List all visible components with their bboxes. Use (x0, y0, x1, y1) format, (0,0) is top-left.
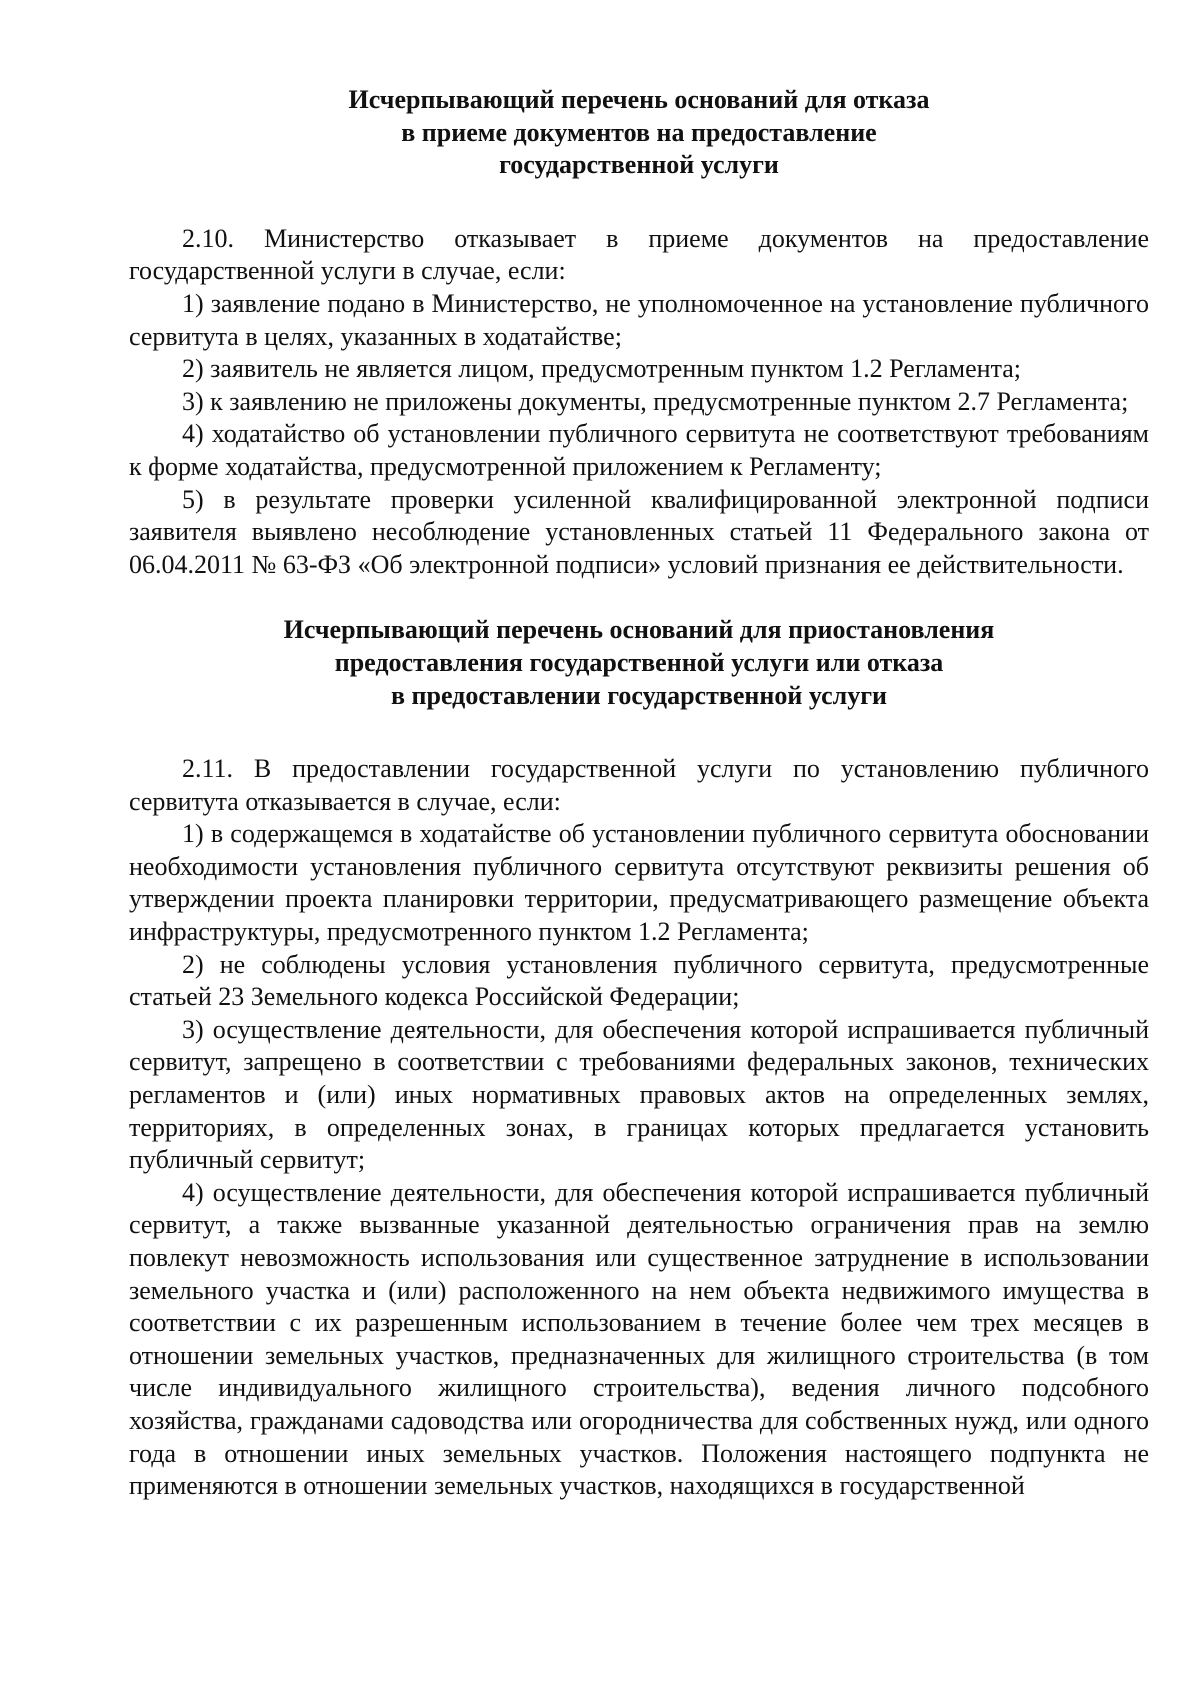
heading-line: в приеме документов на предоставление (401, 117, 877, 147)
document-page (129, 84, 1149, 1503)
list-item: 3) к заявлению не приложены документы, предусмотренные пунктом 2.7 Регламента; (182, 386, 1129, 416)
list-item: 3) осуществление деятельности, для обеспечения которой испрашивается публичный сервитут, запрещено в соответствии с требованиями федеральных законов, технических регламентов и (или) иных нормативных правовых актов на определенных землях, территориях, в определенных зонах, в границах которых предлагается установить публичный сервитут; (129, 1014, 1149, 1175)
list-item: 4) ходатайство об установлении публичного сервитута не соответствуют требованиям к форме ходатайства, предусмотренной приложением к Регламенту; (129, 419, 1149, 481)
heading-line: Исчерпывающий перечень оснований для отказа (348, 85, 930, 114)
list-item: 2) заявитель не является лицом, предусмотренным пунктом 1.2 Регламента; (182, 354, 1022, 384)
section-heading-refusal-acceptance (129, 84, 1149, 182)
section-heading-suspension-refusal (129, 614, 1149, 712)
list-item: 1) в содержащемся в ходатайстве об установлении публичного сервитута обосновании необходимости установления публичного сервитута отсутствуют реквизиты решения об утверждении проекта планировки территории, предусматривающего размещение объекта инфраструктуры, предусмотренного пунктом 1.2 Регламента; (129, 819, 1149, 947)
heading-line: Исчерпывающий перечень оснований для приостановления (283, 615, 995, 645)
list-item: 2) не соблюдены условия установления публичного сервитута, предусмотренные статьей 23 Земельного кодекса Российской Федерации; (129, 949, 1149, 1012)
list-item: 4) осуществление деятельности, для обеспечения которой испрашивается публичный сервитут, а также вызванные указанной деятельностью ограничения прав на землю повлекут невозможность использования или существенное затруднение в использовании земельного участка и (или) расположенного на нем объекта недвижимого имущества в соответствии с их разрешенным использованием в течение более чем трех месяцев в отношении земельных участков, предназначенных для жилищного строительства (в том числе индивидуального жилищного строительства), ведения личного подсобного хозяйства, гражданами садоводства или огородничества для собственных нужд, или одного года в отношении иных земельных участков. Положения настоящего подпункта не применяются в отношении земельных участков, находящихся в государственной (129, 1177, 1149, 1501)
paragraph-2-11: 2.11. В предоставлении государственной услуги по установлению публичного сервитута отказывается в случае, если: (129, 754, 1149, 816)
paragraph-2-10: 2.10. Министерство отказывает в приеме документов на предоставление государственной услуги в случае, если: (129, 223, 1149, 286)
heading-line: в предоставлении государственной услуги (390, 680, 887, 710)
list-item: 1) заявление подано в Министерство, не уполномоченное на установление публичного сервитута в целях, указанных в ходатайстве; (129, 288, 1149, 351)
list-item: 5) в результате проверки усиленной квалифицированной электронной подписи заявителя выявлено несоблюдение установленных статьей 11 Федерального закона от 06.04.2011 № 63-ФЗ «Об электронной подписи» условий признания ее действительности. (129, 484, 1149, 579)
heading-line: предоставления государственной услуги или отказа (334, 647, 944, 677)
heading-line: государственной услуги (499, 150, 779, 180)
